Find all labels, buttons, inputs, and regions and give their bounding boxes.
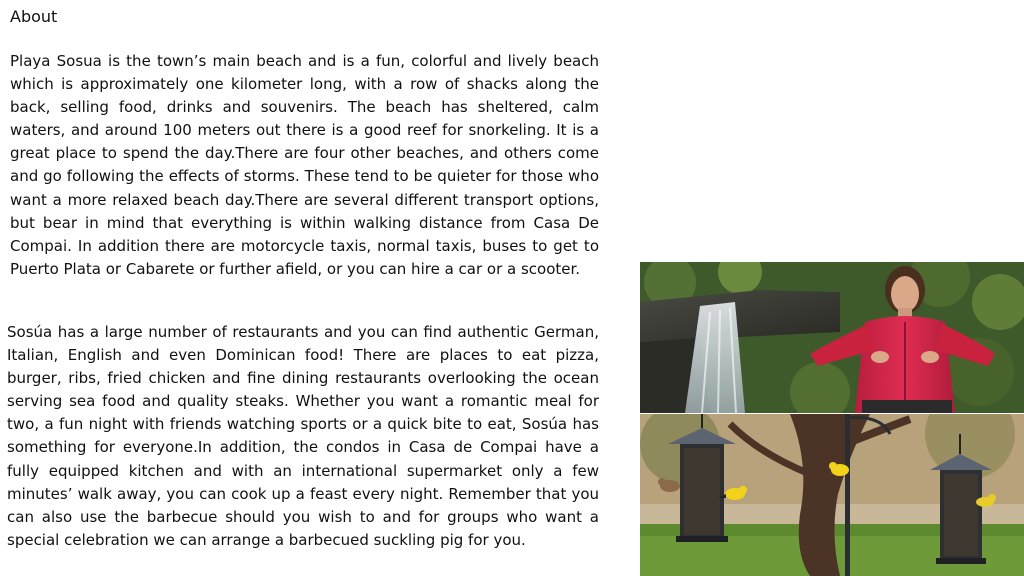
bird-feeder-photo-art bbox=[640, 414, 1024, 576]
waterfall-photo bbox=[640, 262, 1024, 413]
beach-paragraph: Playa Sosua is the town’s main beach and is a fun, colorful and lively beach which is approximately one kilometer long, with a row of shacks along the back, selling food, drinks and souvenirs. The beach has sheltered, calm waters, and around 100 meters out there is a good reef for snorkeling. It is a great place to spend the day.There are four other beaches, and others come and go following the effects of storms. These tend to be quieter for those who want a more relaxed beach day.There are several different transport options, but bear in mind that everything is within walking distance from Casa De Compai. In addition there are motorcycle taxis, normal taxis, buses to get to Puerto Plata or Cabarete or further afield, or you can hire a car or a scooter. bbox=[10, 52, 599, 278]
page-heading: About bbox=[10, 7, 58, 26]
restaurants-paragraph: Sosúa has a large number of restaurants and you can find authentic German, Italian, English and even Dominican food! There are places to eat pizza, burger, ribs, fried chicken and fine dining restaurants overlooking the ocean serving sea food and quality steaks. Whether you want a romantic meal for two, a fun night with friends watching sports or a quick bite to eat, Sosúa has something for everyone.In addition, the condos in Casa de Compai have a fully equipped kitchen and with an international supermarket only a few minutes’ walk away, you can cook up a feast every night. Remember that you can also use the barbecue should you wish to and for groups who want a special celebration we can arrange a barbecued suckling pig for you. bbox=[7, 323, 599, 549]
waterfall-photo-art bbox=[640, 262, 1024, 413]
bird-feeder-photo bbox=[640, 414, 1024, 576]
